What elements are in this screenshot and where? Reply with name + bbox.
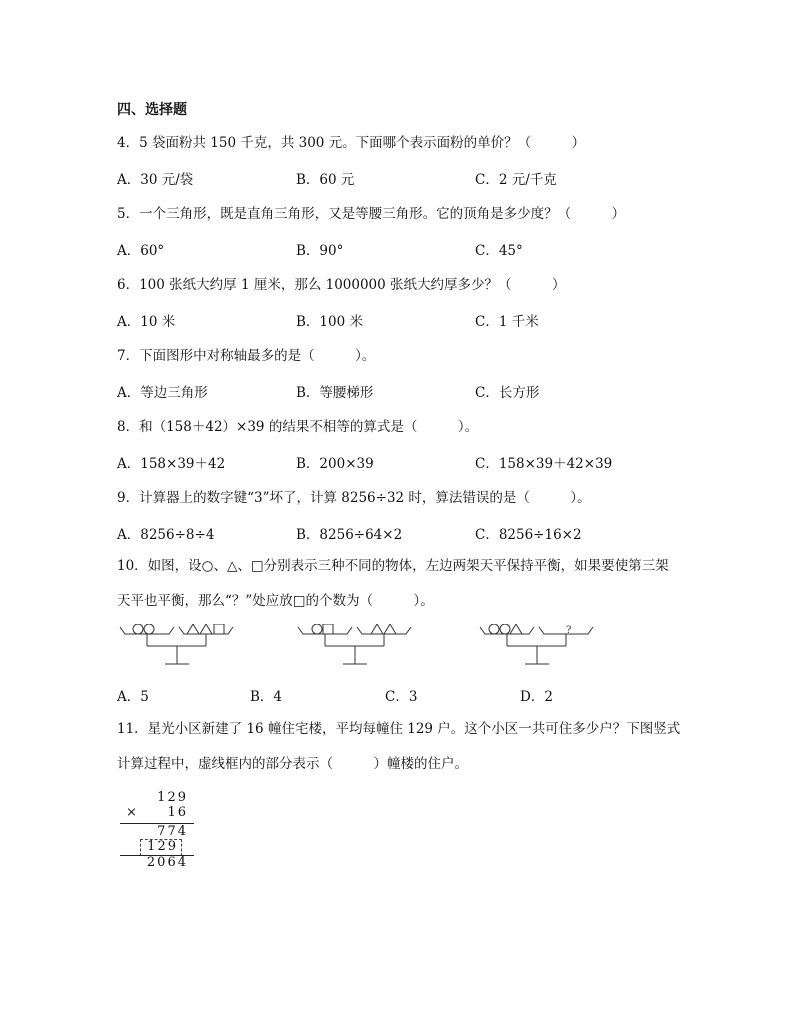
circle-icon <box>489 624 499 634</box>
q6-option-c[interactable]: C．1 千米 <box>475 314 539 330</box>
balance-scale-3 <box>480 624 593 664</box>
q8-option-c[interactable]: C．158×39＋42×39 <box>475 456 613 472</box>
circle-icon <box>133 624 143 634</box>
q6-option-a[interactable]: A．10 米 <box>117 314 176 330</box>
balance-scale-2 <box>298 624 411 664</box>
q7-option-c[interactable]: C．长方形 <box>475 385 540 401</box>
triangle-icon <box>200 624 212 634</box>
calc-result: 2064 <box>146 855 188 870</box>
q10-option-c[interactable]: C．3 <box>385 689 418 705</box>
q5-option-b[interactable]: B．90° <box>296 243 344 259</box>
q9-option-b[interactable]: B．8256÷64×2 <box>296 527 403 543</box>
question-10-stem-line1: 10．如图，设○、△、□分别表示三种不同的物体，左边两架天平保持平衡，如果要使第三架 <box>117 558 669 574</box>
question-4-stem: 4．5 袋面粉共 150 千克，共 300 元。下面哪个表示面粉的单价？（ ） <box>117 135 586 151</box>
triangle-icon <box>187 624 199 634</box>
q6-option-b[interactable]: B．100 米 <box>296 314 363 330</box>
triangle-icon <box>371 624 383 634</box>
question-5-stem: 5．一个三角形，既是直角三角形，又是等腰三角形。它的顶角是多少度？（ ） <box>117 206 626 222</box>
q10-option-b[interactable]: B．4 <box>250 689 283 705</box>
question-10-stem-line2: 天平也平衡，那么“？”处应放□的个数为（ ）。 <box>117 593 434 609</box>
calc-multiplicand: 129 <box>157 790 188 805</box>
circle-icon <box>312 624 322 634</box>
question-11-stem-line2: 计算过程中，虚线框内的部分表示（ ）幢楼的住户。 <box>117 756 468 772</box>
question-7-stem: 7．下面图形中对称轴最多的是（ ）。 <box>117 348 376 364</box>
q8-option-b[interactable]: B．200×39 <box>296 456 374 472</box>
calc-partial-1: 774 <box>157 824 188 839</box>
question-mark: ? <box>566 625 572 636</box>
times-sign: × <box>126 805 137 820</box>
q5-option-a[interactable]: A．60° <box>117 243 165 259</box>
circle-icon <box>500 624 510 634</box>
q7-option-b[interactable]: B．等腰梯形 <box>296 385 374 401</box>
balance-scales-figure <box>115 624 635 674</box>
question-9-stem: 9．计算器上的数字键“3”坏了，计算 8256÷32 时，算法错误的是（ ）。 <box>117 490 591 506</box>
q7-option-a[interactable]: A．等边三角形 <box>117 385 208 401</box>
vertical-multiplication <box>118 790 198 870</box>
square-icon <box>323 624 333 634</box>
calc-multiplier: 16 <box>167 805 188 820</box>
q10-option-d[interactable]: D．2 <box>520 689 553 705</box>
question-6-stem: 6．100 张纸大约厚 1 厘米，那么 1000000 张纸大约厚多少？（ ） <box>117 277 566 293</box>
q10-option-a[interactable]: A．5 <box>117 689 149 705</box>
calc-partial-2: 129 <box>147 839 178 854</box>
question-11-stem-line1: 11．星光小区新建了 16 幢住宅楼，平均每幢住 129 户。这个小区一共可住多少户？下图竖式 <box>117 721 681 737</box>
triangle-icon <box>510 624 522 634</box>
q4-option-b[interactable]: B．60 元 <box>296 172 355 188</box>
balance-scale-1 <box>120 624 233 664</box>
q9-option-a[interactable]: A．8256÷8÷4 <box>117 527 215 543</box>
q9-option-c[interactable]: C．8256÷16×2 <box>475 527 582 543</box>
question-8-stem: 8．和（158＋42）×39 的结果不相等的算式是（ ）。 <box>117 419 479 435</box>
section-title: 四、选择题 <box>117 102 187 118</box>
triangle-icon <box>384 624 396 634</box>
q8-option-a[interactable]: A．158×39＋42 <box>117 456 226 472</box>
circle-icon <box>144 624 154 634</box>
q4-option-c[interactable]: C．2 元/千克 <box>475 172 557 188</box>
square-icon <box>214 624 224 634</box>
q4-option-a[interactable]: A．30 元/袋 <box>117 172 194 188</box>
q5-option-c[interactable]: C．45° <box>475 243 523 259</box>
